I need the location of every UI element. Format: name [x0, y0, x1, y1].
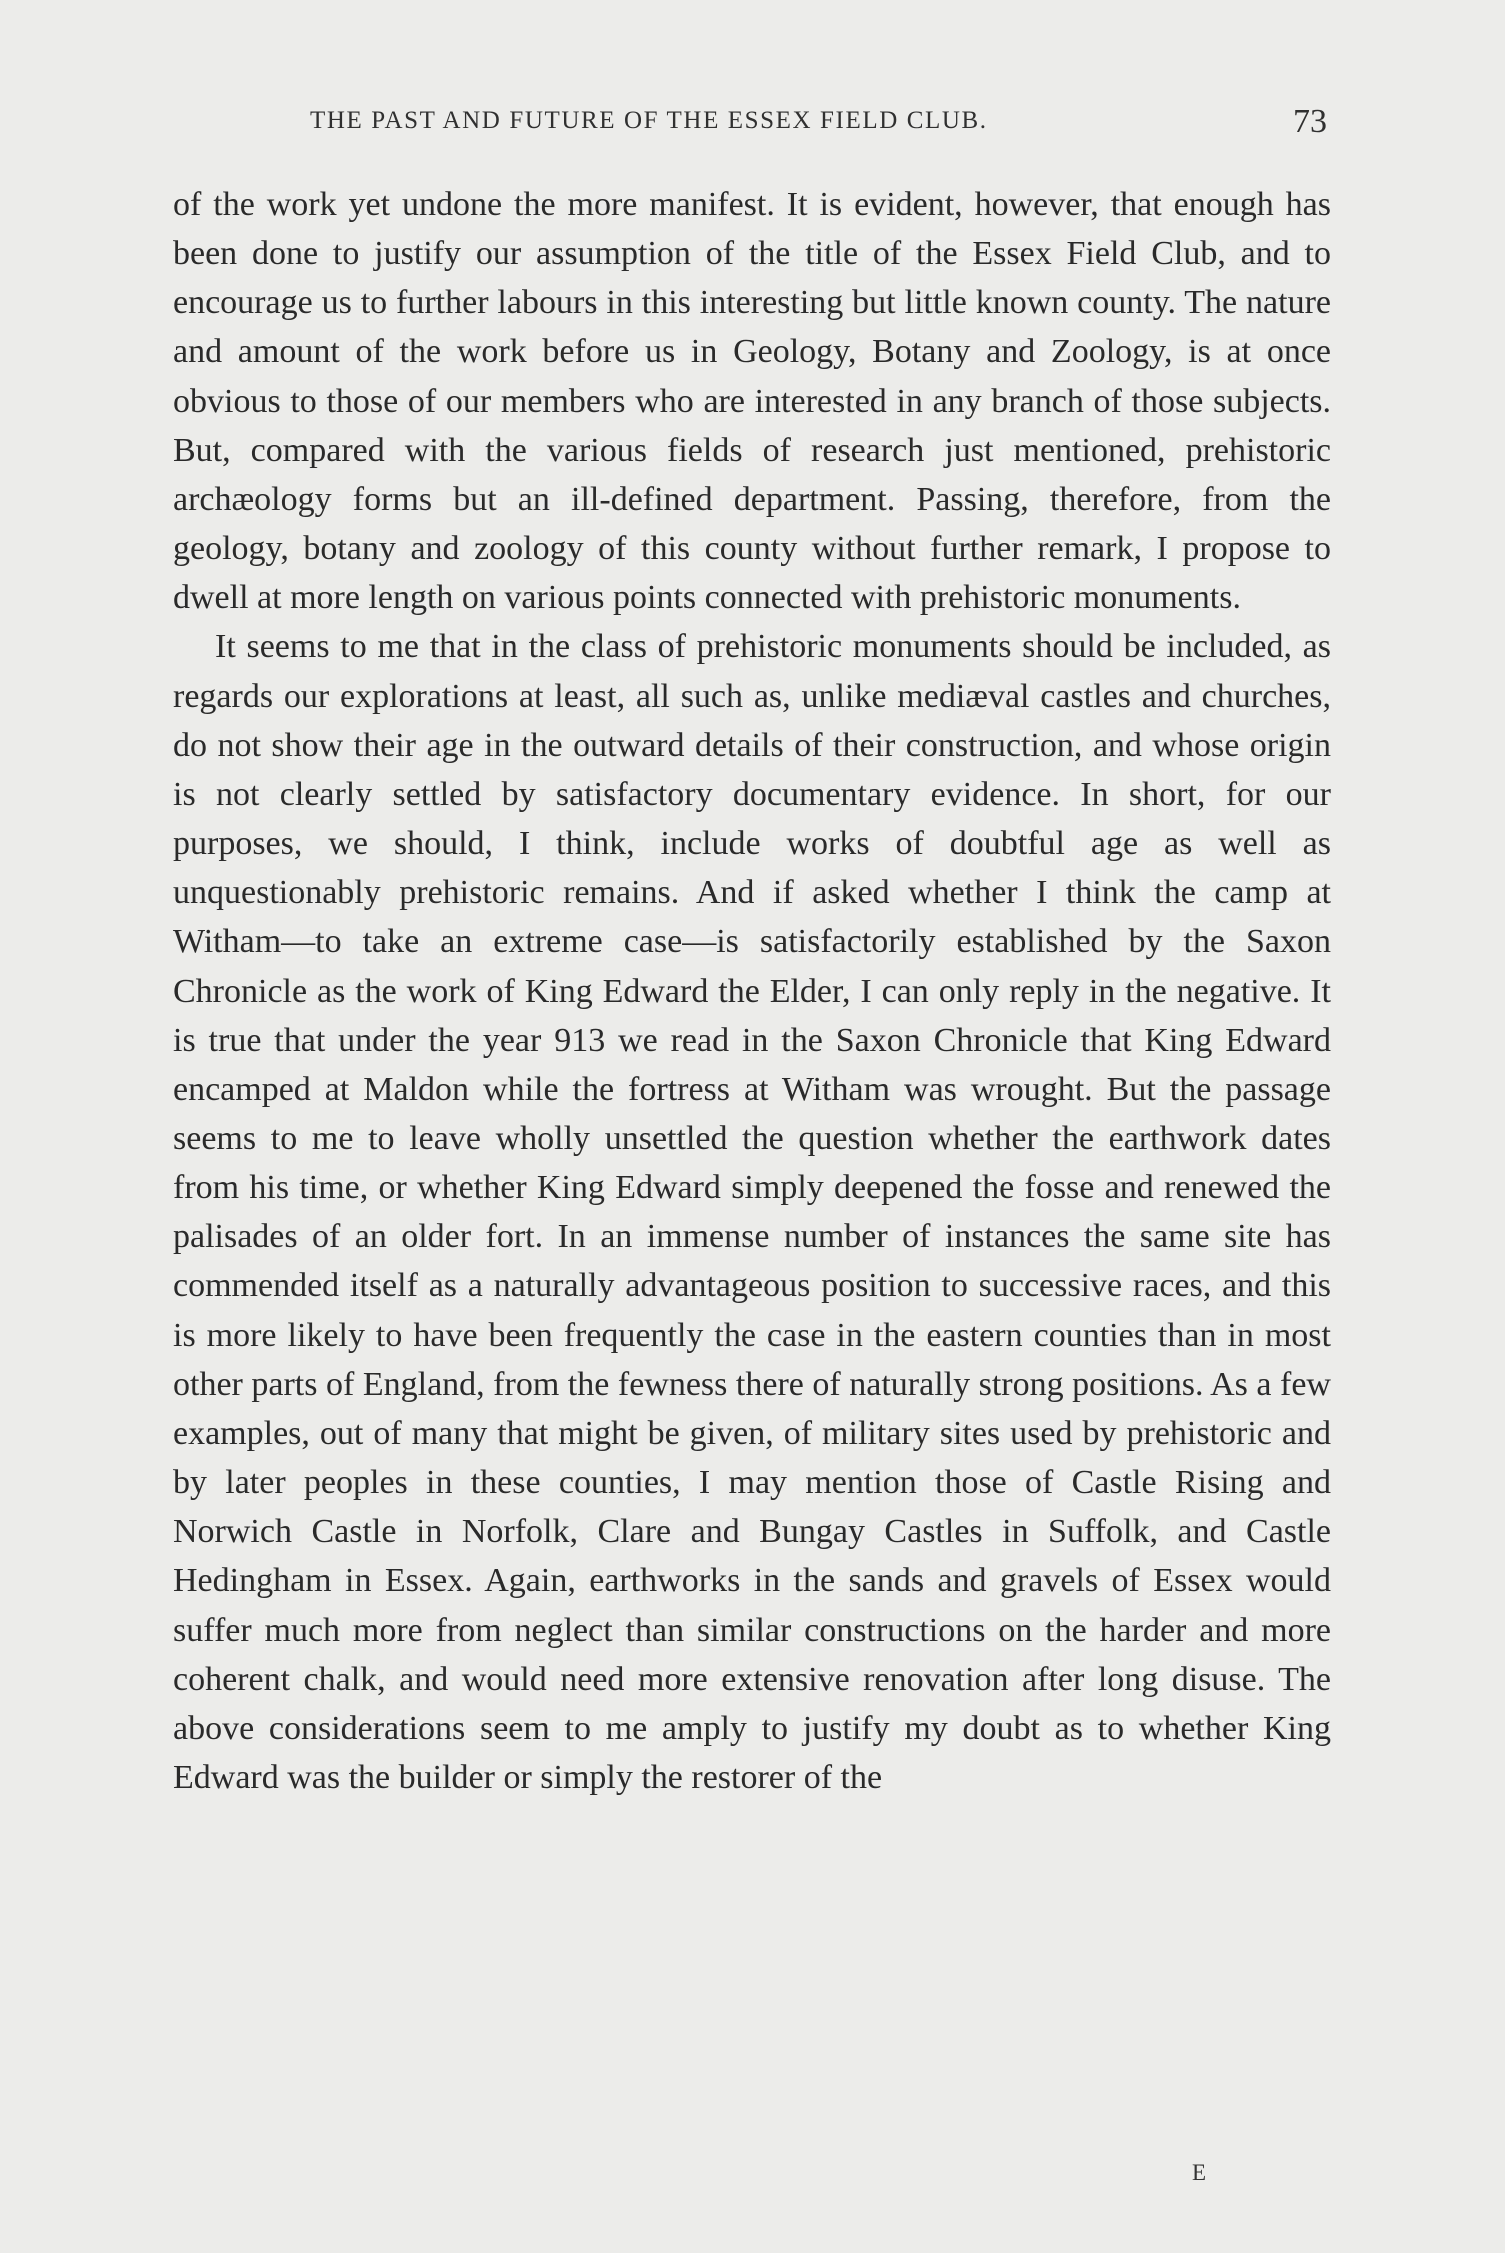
- paragraph-prehistoric-monuments: It seems to me that in the class of prehistoric monuments should be included, as regards our explorations at least, all such as, unlike mediæval castles and churches, do not show their age in the outward details of their construction, and whose origin is not clearly settled by satisfactory documentary evidence. In short, for our purposes, we should, I think, include works of doubtful age as well as unquestionably prehistoric remains. And if asked whether I think the camp at Witham—to take an extreme case—is satisfactorily established by the Saxon Chronicle as the work of King Edward the Elder, I can only reply in the negative. It is true that under the year 913 we read in the Saxon Chronicle that King Edward encamped at Maldon while the fortress at Witham was wrought. But the passage seems to me to leave wholly unsettled the question whether the earthwork dates from his time, or whether King Edward simply deepened the fosse and renewed the palisades of an older fort. In an immense number of instances the same site has commended itself as a naturally advantageous position to successive races, and this is more likely to have been frequently the case in the eastern counties than in most other parts of England, from the fewness there of naturally strong positions. As a few examples, out of many that might be given, of military sites used by prehistoric and by later peoples in these counties, I may mention those of Castle Rising and Norwich Castle in Norfolk, Clare and Bungay Castles in Suffolk, and Castle Hedingham in Essex. Again, earthworks in the sands and gravels of Essex would suffer much more from neglect than similar constructions on the harder and more coherent chalk, and would need more extensive renovation after long disuse. The above considerations seem to me amply to justify my doubt as to whether King Edward was the builder or simply the restorer of the: [173, 628, 1331, 1796]
- paragraph-continued: of the work yet undone the more manifest. It is evident, however, that enough has been done to justify our assumption of the title of the Essex Field Club, and to encourage us to further labours in this interesting but little known county. The nature and amount of the work before us in Geology, Botany and Zoology, is at once obvious to those of our members who are interested in any branch of those subjects. But, compared with the various fields of research just mentioned, prehistoric archæology forms but an ill-defined department. Passing, therefore, from the geology, botany and zoology of this county without further remark, I propose to dwell at more length on various points connected with prehistoric monuments.: [173, 186, 1331, 617]
- body-text: [173, 180, 1331, 1802]
- running-head: [0, 103, 1505, 143]
- printer-signature-mark: E: [1192, 2160, 1207, 2185]
- running-title: THE PAST AND FUTURE OF THE ESSEX FIELD CLUB.: [310, 107, 988, 134]
- page-number: 73: [1293, 103, 1327, 140]
